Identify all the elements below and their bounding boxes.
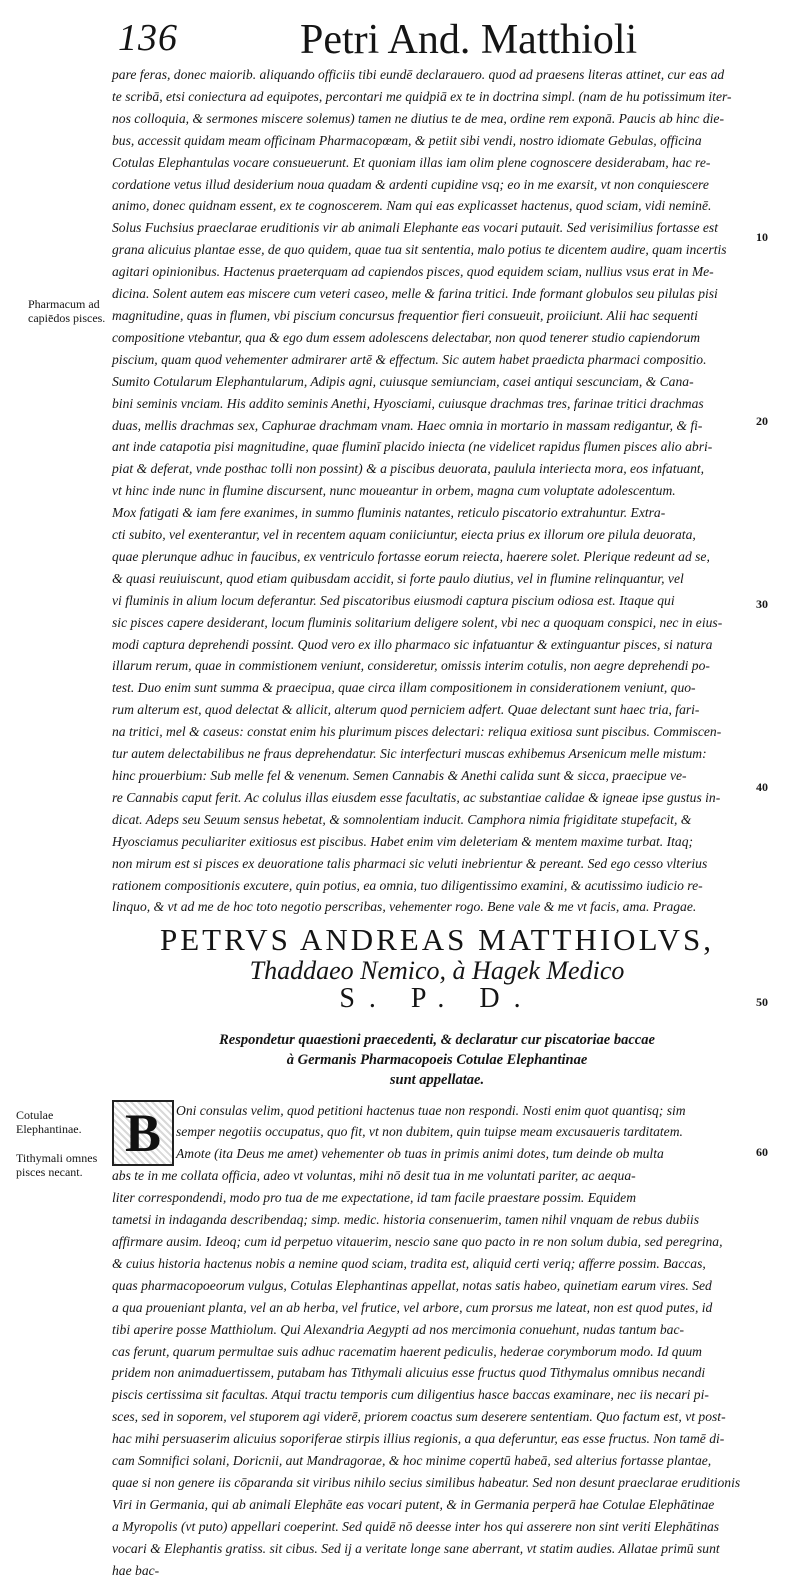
text-line: Solus Fuchsius praeclarae eruditionis vir ab animali Elephante eas vocari putauit. Sed verisimilius fortasse est — [112, 220, 718, 236]
text-line: dicat. Adeps seu Seuum sensus hebetat, & somnolentiam inducit. Camphora nimia frigiditate stupefacit, & — [112, 811, 692, 827]
line-number: 40 — [756, 780, 768, 794]
text-line: linquo, & vt ad me de hoc toto negotio perscribas, vehementer rogo. Bene vale & me vt facis, ama. Pragae. — [112, 899, 697, 915]
text-line: hac mihi persuaserim alicuius soporiferae stirpis illius regionis, a qua deferuntur, eas esse fructus. Non tamē di- — [112, 1431, 725, 1447]
heading-author: PETRVS ANDREAS MATTHIOLVS, — [159, 922, 715, 958]
letter-two — [112, 1100, 762, 1582]
subtitle-line: Respondetur quaestioni praecedenti, & declaratur cur piscatoriae baccae — [219, 1031, 655, 1048]
text-line: hae bac- — [112, 1562, 160, 1578]
text-line: abs te in me collata officia, adeo vt voluntas, mihi nō desit tua in me voluntati pariter, ac aequa- — [112, 1168, 636, 1184]
text-line: a Myropolis (vt puto) appellari coeperint. Sed quidē nō deesse inter hos qui asserere non sint veriti Elephātinas — [112, 1518, 720, 1534]
text-line: tur autem delectabilibus ne fraus deprehendatur. Sic interfecturi muscas exhibemus Arsenicum melle mistum: — [112, 746, 707, 762]
text-line: nos colloquia, & sermones miscere solemus) tamen ne diutius te de mea, ordine rem exponā. Paucis ab hinc die- — [112, 110, 724, 126]
text-line: quae plerunque adhuc in faucibus, ex ventriculo fortasse eorum reiecta, haerere solet. Plerique redeunt ad se, — [112, 548, 710, 564]
letter-one — [112, 64, 762, 918]
text-line: non mirum est si pisces ex deuoratione talis pharmaci sic veluti inebrientur & pereant. Sed ego cesso vlterius — [112, 855, 708, 871]
text-line: Viri in Germania, qui ab animali Elephāte eas vocari putent, & in Germania perperā hae Cotulae Elephātinae — [112, 1496, 715, 1512]
text-line: cas ferunt, quarum permultae suis adhuc racematim haerent pediculis, hederae corymborum modo. Id quum — [112, 1343, 702, 1359]
text-body — [112, 64, 762, 1582]
text-line: ant inde catapotia pisi magnitudine, quae fluminī placido iniecta (ne videlicet rapidus flumen pisces alio abri- — [112, 439, 713, 455]
text-line: vi fluminis in alium locum deferantur. Sed piscatoribus eiusmodi captura piscium odiosa est. Itaque qui — [112, 592, 675, 608]
text-line: Amote (ita Deus me amet) vehementer ob tuas in primis animi dotes, tum deinde ob multa — [176, 1146, 664, 1162]
text-line: pridem non animaduertissem, putabam has Tithymali alicuius esse fructus quod Tithymalus omnibus necandi — [112, 1365, 706, 1381]
subtitle — [112, 1030, 762, 1090]
text-line: tibi aperire posse Matthiolum. Qui Alexandria Aegypti ad nos mercimonia conuehunt, nudas tantum bac- — [112, 1321, 685, 1337]
text-line: Sumito Cotularum Elephantularum, Adipis agni, cuiusque semiunciam, casei antiqui sescunciam, & Cana- — [112, 373, 694, 389]
line-number: 50 — [756, 995, 768, 1009]
line-number: 30 — [756, 597, 768, 611]
margin-note: Pharmacum ad capiēdos pisces. — [28, 297, 106, 325]
text-line: agitari opinionibus. Hactenus praeterquam ad capiendos pisces, quod equidem sciam, nullius vsus erat in Me- — [112, 264, 714, 280]
text-line: sic pisces capere desiderant, locum fluminis solitarium deligere solent, vbi nec a quoquam conspici, nec in eius- — [112, 614, 723, 630]
text-line: hinc prouerbium: Sub melle fel & venenum. Semen Cannabis & Anethi calida sunt & sicca, praecipue ve- — [112, 768, 687, 783]
text-line: a qua proueniant planta, vel an ab herba, vel frutice, vel arbore, cum prorsus me lateat, non est quod putes, id — [112, 1299, 713, 1315]
text-line: & cuius historia hactenus nobis a nemine quod sciam, tradita est, aliquid certi veriq; afferre possim. Baccas, — [112, 1255, 706, 1271]
line-number: 20 — [756, 414, 768, 428]
text-line: Hyosciamus peculiariter exitiosus est piscibus. Habet enim vim deleteriam & mentem maxime turbat. Itaq; — [112, 833, 694, 849]
text-line: semper negotiis occupatus, quo fit, vt non dubitem, quin tuipse meam excusaueris tarditatem. — [176, 1124, 683, 1140]
text-line: te scribā, etsi coniectura ad equipotes, percontari me quidpiā ex te in doctrina simpl. (nam de hu potissimum iter- — [112, 88, 732, 104]
margin-note: Tithymali omnes pisces necant. — [16, 1151, 98, 1179]
line-number: 10 — [756, 230, 768, 244]
text-line: & quasi reuiuiscunt, quod etiam quibusdam accidit, si forte paulo diutius, vel in flumine relinquantur, vel — [112, 570, 684, 586]
text-line: re Cannabis caput ferit. Ac colulus illas eiusdem esse facultatis, ac substantiae calidae & igneae ipse gustus in- — [112, 789, 721, 805]
initial-letter: B — [124, 1102, 162, 1163]
text-line: Oni consulas velim, quod petitioni hactenus tuae non respondi. Nosti enim quot quantisq; sim — [176, 1102, 686, 1118]
text-line: modi captura deprehendi possint. Quod vero ex illo pharmaco sic infatuantur & extinguantur pisces, si natura — [112, 636, 713, 652]
subtitle-line: sunt appellatae. — [389, 1071, 485, 1088]
text-line: vt hinc inde nunc in flumine discursent, nunc moueantur in orbem, magna cum voluptate adolescentum. — [112, 483, 676, 499]
text-line: animo, donec quidnam essent, ex te cognoscerem. Nam qui eas explicasset hactenus, quod sciam, vidi neminē. — [112, 198, 712, 214]
text-line: cti subito, vel exenterantur, vel in recentem aquam coniiciuntur, eiecta prius ex illorum ore pilula deuorata, — [112, 527, 696, 543]
margin-note: Cotulae Elephantinae. — [16, 1108, 82, 1136]
subtitle-line: à Germanis Pharmacopoeis Cotulae Elephantinae — [286, 1051, 588, 1068]
text-line: piscis certissima sit facultas. Atqui tractu temporis cum diligentius hasce baccas examinare, nec iis necari pi- — [112, 1387, 709, 1403]
text-line: affirmare ausim. Ideoq; cum id perpetuo vitauerim, nescio sane quo pacto in re non solum dubia, sed peregrina, — [112, 1234, 723, 1250]
text-line: liter correspondendi, modo pro tua de me expectatione, id tam facile praestare possim. Equidem — [112, 1190, 637, 1206]
text-line: pare feras, donec maiorib. aliquando officiis tibi eundē declarauero. quod ad praesens literas attinet, cur eas ad — [112, 67, 725, 82]
letter-two-text — [112, 1100, 762, 1582]
text-line: tametsi in indaganda describendaq; simp. medic. historia consenuerim, tamen nihil vnquam de rebus dubiis — [112, 1212, 699, 1228]
text-line: quas pharmacopoeorum vulgus, Cotulas Elephantinas appellat, notas satis habeo, quinetiam earum vires. Sed — [112, 1277, 712, 1293]
text-line: test. Duo enim sunt summa & praecipua, quae circa illam compositionem in considerationem veniunt, quo- — [112, 680, 696, 696]
text-line: vocari & Elephantis gratiss. sit cibus. Sed ij a veritate longe sane aberrant, vt statim audies. Allatae primū sunt — [112, 1540, 720, 1556]
text-line: cam Somnifici solani, Doricnii, aut Mandragorae, & hoc minime copertū habeā, sed alterius fortasse plantae, — [112, 1453, 712, 1469]
running-head: Petri And. Matthioli — [300, 17, 638, 63]
text-line: grana alicuius plantae esse, de quo quidem, quae tua sit sententia, malo potius te dicentem audire, quam incertis — [112, 242, 727, 258]
text-line: dicina. Solent autem eas miscere cum veteri caseo, melle & farina tritici. Inde formant globulos seu pilulas pisi — [112, 286, 718, 302]
page-number: 136 — [118, 17, 178, 59]
text-line: compositione vtebantur, qua & ego dum essem adolescens delectabar, non quod tenerer studio capiendorum — [112, 329, 701, 345]
text-line: piat & deferat, vnde posthac tolli non possint) & a piscibus deuorata, paulula interiecta mora, eos infatuant, — [112, 461, 705, 477]
text-line: quae si non genere iis cōparanda sit viribus nihilo secius similibus habeatur. Sed non desunt praeclarae eruditionis — [112, 1474, 741, 1490]
heading-salutation: S. P. D. — [339, 983, 535, 1015]
line-number: 60 — [756, 1145, 768, 1159]
text-line: rationem compositionis excutere, quin potius, ea omnia, tuo diligentissimo examini, & acutissimo iudicio re- — [112, 877, 703, 893]
text-line: na tritici, mel & caseus: constat enim his plurimum pisces delectari: reliqua exitiosa sunt piscibus. Commiscen- — [112, 724, 722, 740]
text-line: Cotulas Elephantulas vocare consueuerunt. Et quoniam illas iam olim plene cognoscere desiderabam, hac re- — [112, 154, 711, 170]
text-line: sces, sed in soporem, vel stuporem agi viderē, priorem coactus sum deserere sententiam. Quo factum est, vt post- — [112, 1409, 726, 1425]
heading-recipient: Thaddaeo Nemico, à Hagek Medico — [249, 955, 625, 985]
text-line: rum alterum est, quod delectat & allicit, alterum quod perniciem adfert. Quae delectant sunt haec tria, fari- — [112, 702, 700, 718]
page-header — [0, 6, 800, 62]
text-line: piscium, quam quod vehementer admirarer artē & effectum. Sic autem habet praedicta pharmaci compositio. — [112, 351, 707, 367]
text-line: duas, mellis drachmas sex, Caphurae drachmam vnam. Haec omnia in mortario in massam redigantur, & fi- — [112, 417, 703, 433]
decorated-initial — [112, 1100, 174, 1166]
text-line: illarum rerum, quae in commistionem veniunt, consideretur, omissis interim cotulis, non aegre deprehendi po- — [112, 658, 710, 674]
text-line: Mox fatigati & iam fere exanimes, in summo fluminis natantes, reticulo piscatorio extrahuntur. Extra- — [112, 505, 666, 521]
text-line: bus, accessit quidam meam officinam Pharmacopœam, & petiit sibi vendi, nostro idiomate Gebulas, officina — [112, 132, 702, 148]
text-line: cordatione vetus illud desiderium noua quadam & ardenti cupidine vsq; eo in me exarsit, vt non conquiescere — [112, 176, 709, 192]
text-line: bini seminis vnciam. His addito seminis Anethi, Hyosciami, cuiusque drachmas tres, farinae tritici drachmas — [112, 395, 704, 411]
text-line: magnitudine, quas in flumen, vbi piscium concursus frequentior fieri consueuit, proiiciunt. Alii hac sequenti — [112, 307, 698, 323]
